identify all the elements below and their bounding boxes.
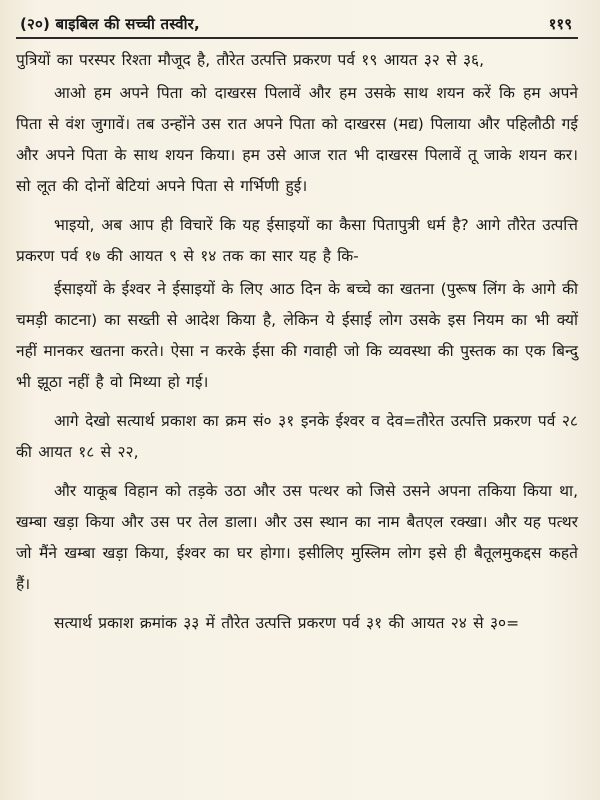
header-title: (२०) बाइबिल की सच्ची तस्वीर, xyxy=(20,15,200,33)
page-body xyxy=(16,45,578,639)
paragraph-6: और याकूब विहान को तड़के उठा और उस पत्थर को जिसे उसने अपना तकिया किया था, खम्बा खड़ा किया और उस पर तेल डाला। और उस स्थान का नाम बैतएल रक्खा। और यह पत्थर जो मैंने खम्बा खड़ा किया, ईश्वर का घर होगा। इसीलिए मुस्लिम लोग इसे ही बैतूलमुकद्दस कहते हैं। xyxy=(16,482,578,593)
paragraph-2: आओ हम अपने पिता को दाखरस पिलावें और हम उसके साथ शयन करें कि हम अपने पिता से वंश जुगावें। तब उन्होंने उस रात अपने पिता को दाखरस (मद्य) पिलाया और पहिलौठी गई और अपने पिता के साथ शयन किया। हम उसे आज रात भी दाखरस पिलावें तू जाके शयन कर। सो लूत की दोनों बेटियां अपने पिता से गर्भिणी हुई। xyxy=(16,84,578,195)
paragraph-1: पुत्रियों का परस्पर रिश्ता मौजूद है, तौरेत उत्पत्ति प्रकरण पर्व १९ आयत ३२ से ३६, xyxy=(16,51,485,69)
paragraph-7: सत्यार्थ प्रकाश क्रमांक ३३ में तौरेत उत्पत्ति प्रकरण पर्व ३१ की आयत २४ से ३०= xyxy=(54,614,520,632)
page-number: ११९ xyxy=(548,15,572,33)
running-header xyxy=(16,14,578,39)
paragraph-3: भाइयो, अब आप ही विचारें कि यह ईसाइयों का कैसा पितापुत्री धर्म है? आगे तौरेत उत्पत्ति प्रकरण पर्व १७ की आयत ९ से १४ तक का सार यह है कि- xyxy=(16,216,578,265)
paragraph-5: आगे देखो सत्यार्थ प्रकाश का क्रम सं० ३१ इनके ईश्वर व देव=तौरेत उत्पत्ति प्रकरण पर्व २८ की आयत १८ से २२, xyxy=(16,412,578,461)
paragraph-4: ईसाइयों के ईश्वर ने ईसाइयों के लिए आठ दिन के बच्चे का खतना (पुरूष लिंग के आगे की चमड़ी काटना) का सख्ती से आदेश किया है, लेकिन ये ईसाई लोग उसके इस नियम का भी क्यों नहीं मानकर खतना करते। ऐसा न करके ईसा की गवाही जो कि व्यवस्था की पुस्तक का एक बिन्दु भी झूठा नहीं है वो मिथ्या हो गई। xyxy=(16,280,578,391)
